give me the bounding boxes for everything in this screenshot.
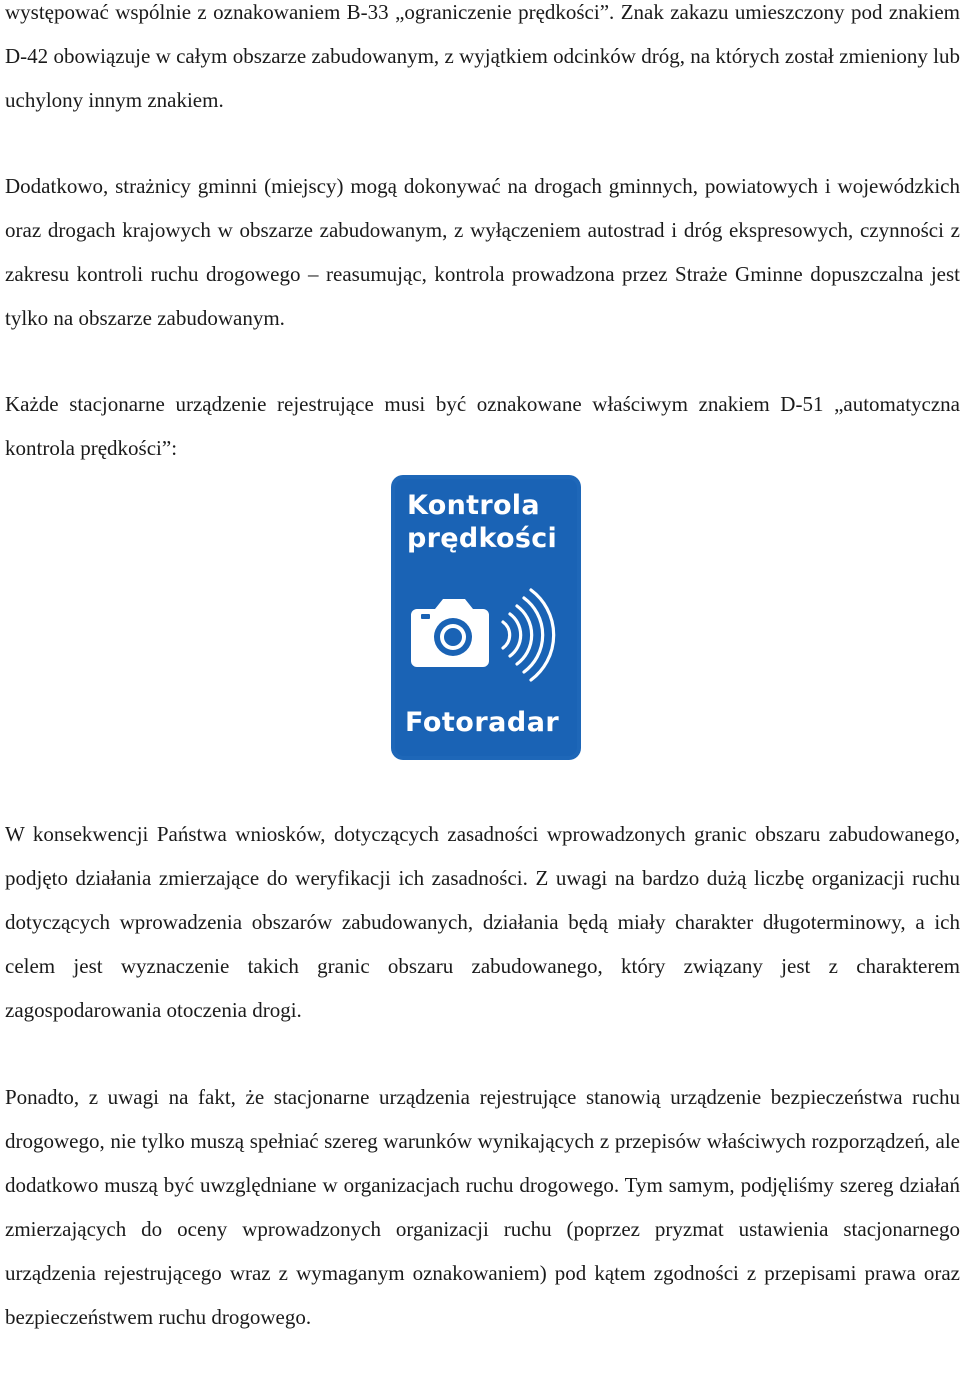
paragraph-municipal-guards: Dodatkowo, strażnicy gminni (miejscy) mogą dokonywać na drogach gminnych, powiatowych i wojewódzkich oraz drogach krajowych w obszarze zabudowanym, z wyłączeniem autostrad i dróg ekspresowych, czynności z zakresu kontroli ruchu drogowego – reasumując, kontrola prowadzona przez Straże Gminne dopuszczalna jest tylko na obszarze zabudowanym. (5, 174, 960, 330)
sign-title-line2: prędkości (407, 523, 558, 554)
paragraph-verification: W konsekwencji Państwa wniosków, dotyczących zasadności wprowadzonych granic obszaru zabudowanego, podjęto działania zmierzające do weryfikacji ich zasadności. Z uwagi na bardzo dużą liczbę organizacji ruchu dotyczących wprowadzenia obszarów zabudowanych, działania będą miały charakter długoterminowy, a ich celem jest wyznaczenie takich granic obszaru zabudowanego, który związany jest z charakterem zagospodarowania otoczenia drogi. (5, 822, 960, 1022)
camera-with-signal-waves-icon (409, 567, 559, 702)
d51-speed-camera-sign (391, 475, 581, 760)
paragraph-registration-devices: Ponadto, z uwagi na fakt, że stacjonarne urządzenia rejestrujące stanowią urządzenie bezpieczeństwa ruchu drogowego, nie tylko muszą spełniać szereg warunków wynikających z przepisów właściwych rozporządzeń, ale dodatkowo muszą być uwzględniane w organizacjach ruchu drogowego. Tym samym, podjęliśmy szereg działań zmierzających do oceny wprowadzonych organizacji ruchu (poprzez pryzmat ustawienia stacjonarnego urządzenia rejestrującego wraz z wymaganym oznakowaniem) pod kątem zgodności z przepisami prawa oraz bezpieczeństwem ruchu drogowego. (5, 1085, 960, 1329)
sign-title (407, 489, 577, 555)
sign-footer-label: Fotoradar (405, 707, 560, 738)
paragraph-d51-sign: Każde stacjonarne urządzenie rejestrujące musi być oznakowane właściwym znakiem D-51 „automatyczna kontrola prędkości”: (5, 392, 960, 460)
sign-plate (391, 475, 581, 760)
paragraph-sign-b33: występować wspólnie z oznakowaniem B-33 „ograniczenie prędkości”. Znak zakazu umieszczony pod znakiem D-42 obowiązuje w całym obszarze zabudowanym, z wyjątkiem odcinków dróg, na których został zmieniony lub uchylony innym znakiem. (5, 0, 960, 112)
sign-title-line1: Kontrola (407, 490, 540, 521)
